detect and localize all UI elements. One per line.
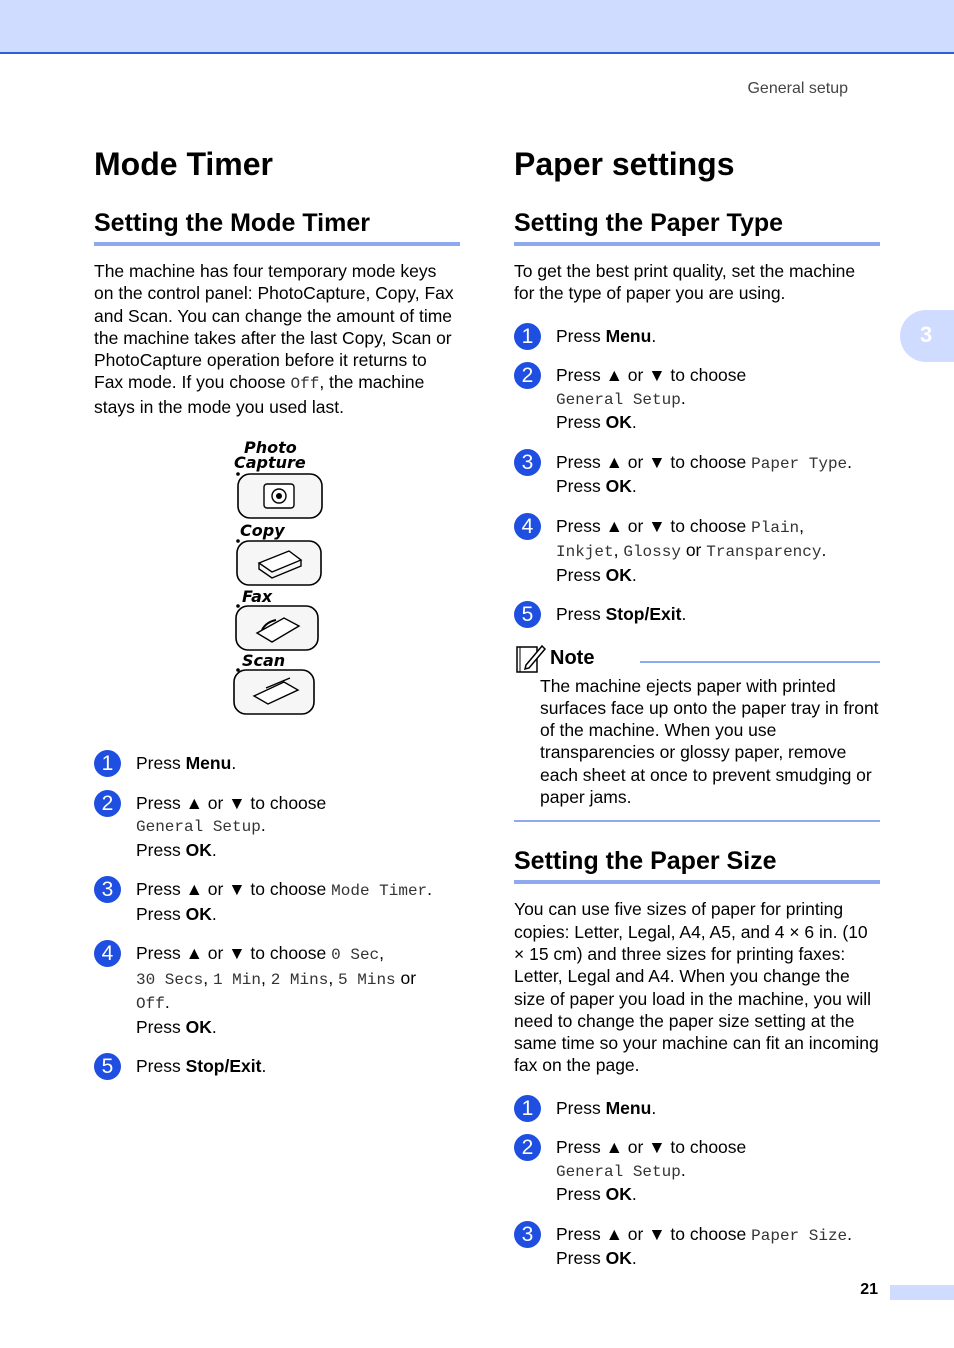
step-text: . <box>631 1248 637 1269</box>
key-name: Stop/Exit <box>605 604 682 625</box>
key-name: Menu <box>605 325 652 346</box>
key-name: OK <box>185 903 212 924</box>
step-text: . <box>651 1097 657 1118</box>
key-name: OK <box>185 839 212 860</box>
section-heading-paper-size: Setting the Paper Size <box>514 846 880 884</box>
lcd-option: 5 Mins <box>338 970 396 989</box>
step-text: . <box>260 815 266 836</box>
section-heading-paper-type: Setting the Paper Type <box>514 208 880 246</box>
lcd-option: 2 Mins <box>270 970 329 989</box>
lcd-option: 30 Secs <box>136 970 204 989</box>
scan-key[interactable] <box>234 670 314 714</box>
step-text: . <box>680 387 686 408</box>
step-item <box>514 364 880 434</box>
step-number-badge: 3 <box>514 449 541 476</box>
step-text: , <box>260 967 271 988</box>
left-column <box>94 140 460 1095</box>
page-title-mode-timer: Mode Timer <box>94 146 273 182</box>
step-text: Press <box>556 1184 606 1205</box>
key-name: OK <box>605 1248 632 1269</box>
mode-key-label-fax: Fax <box>242 587 273 607</box>
lcd-option: General Setup <box>556 390 681 409</box>
intro-text-a: The machine has four temporary mode keys on the control panel: PhotoCapture, Copy, Fax and Scan. You can change the amount of time the machine takes after the last Copy, Scan or PhotoCapture operation before it returns to Fax mode. If you choose <box>94 261 454 393</box>
step-text: , <box>799 515 805 536</box>
note-header <box>514 643 880 675</box>
intro-text-b: , the machine stays in the mode you used last. <box>94 372 425 417</box>
key-name: OK <box>605 412 632 433</box>
step-text: Press <box>556 564 606 585</box>
step-item <box>94 792 460 862</box>
lcd-option: General Setup <box>136 818 261 837</box>
step-text: . <box>231 753 237 774</box>
mode-keys-illustration <box>94 438 460 738</box>
step-number-badge: 1 <box>514 1095 541 1122</box>
step-text: Press ▲ or ▼ to choose <box>136 943 332 964</box>
step-text: , <box>379 943 385 964</box>
step-text: Press ▲ or ▼ to choose <box>136 879 332 900</box>
step-number-badge: 5 <box>514 601 541 628</box>
step-text: Press ▲ or ▼ to choose <box>136 792 327 813</box>
lcd-option: Off <box>136 995 165 1014</box>
step-text: Press <box>136 753 186 774</box>
step-text: . <box>211 839 217 860</box>
step-text: . <box>631 476 637 497</box>
step-item <box>514 1097 880 1120</box>
mode-timer-steps <box>94 752 460 1078</box>
note-divider <box>640 661 880 663</box>
page-number-bar <box>890 1285 954 1300</box>
copy-key[interactable] <box>237 541 321 585</box>
paper-size-intro: You can use five sizes of paper for printing copies: Letter, Legal, A4, A5, and 4 × 6 in. (10 × 15 cm) and three sizes for printing faxes: Letter, Legal and A4. When you change the size of paper you load in the machine, you will need to change the paper size setting at the same time so your machine can fit an incoming fax on the page. <box>514 899 879 1076</box>
paper-size-steps <box>514 1097 880 1270</box>
step-number-badge: 4 <box>94 940 121 967</box>
step-item <box>514 1136 880 1206</box>
step-text: Press <box>556 1097 606 1118</box>
step-text: , <box>203 967 213 988</box>
paper-type-steps <box>514 325 880 626</box>
step-item <box>514 515 880 587</box>
step-text: Press <box>136 839 186 860</box>
step-text: Press <box>136 1016 186 1037</box>
fax-key[interactable] <box>236 606 318 650</box>
step-text: . <box>681 604 687 625</box>
step-text: . <box>211 903 217 924</box>
key-name: OK <box>185 1016 212 1037</box>
lcd-option: 1 Min <box>212 970 261 989</box>
step-text: . <box>821 540 827 561</box>
header-band <box>0 0 954 54</box>
step-text: Press <box>556 604 606 625</box>
key-name: Stop/Exit <box>185 1056 262 1077</box>
running-head: General setup <box>747 80 848 97</box>
step-number-badge: 2 <box>514 1134 541 1161</box>
step-text: Press ▲ or ▼ to choose <box>556 1223 752 1244</box>
photocapture-key[interactable] <box>238 474 322 518</box>
step-number-badge: 3 <box>94 876 121 903</box>
step-text: Press <box>136 1056 186 1077</box>
step-text: or <box>680 540 707 561</box>
lcd-option: General Setup <box>556 1162 681 1181</box>
step-text: . <box>631 564 637 585</box>
mode-timer-intro <box>94 260 460 418</box>
step-text: . <box>164 992 170 1013</box>
lcd-option: Paper Size <box>751 1226 848 1245</box>
mode-key-label-copy: Copy <box>240 521 285 541</box>
step-item <box>94 1055 460 1078</box>
step-text: Press ▲ or ▼ to choose <box>556 515 752 536</box>
page-title-paper-settings: Paper settings <box>514 146 735 182</box>
step-text: . <box>261 1056 267 1077</box>
step-number-badge: 4 <box>514 513 541 540</box>
step-text: . <box>211 1016 217 1037</box>
right-column <box>514 140 880 1287</box>
step-item <box>514 451 880 498</box>
step-item <box>94 752 460 775</box>
step-text: or <box>395 967 417 988</box>
step-text: . <box>847 451 853 472</box>
step-item <box>514 1223 880 1270</box>
mode-key-label-scan: Scan <box>242 651 286 671</box>
note-box <box>514 643 880 823</box>
step-text: . <box>427 879 433 900</box>
lcd-option: Paper Type <box>751 454 848 473</box>
step-text: Press ▲ or ▼ to choose <box>556 365 747 386</box>
mode-keys-svg <box>94 438 460 738</box>
step-text: Press <box>556 325 606 346</box>
step-text: , <box>328 967 339 988</box>
step-text: , <box>613 540 624 561</box>
page-number: 21 <box>860 1281 878 1298</box>
intro-off-value: Off <box>290 375 320 394</box>
chapter-tab <box>900 310 954 362</box>
mode-key-label-photo: Photo <box>244 438 297 458</box>
step-text: . <box>631 412 637 433</box>
step-text: Press <box>136 903 186 924</box>
step-text: Press ▲ or ▼ to choose <box>556 1137 747 1158</box>
step-number-badge: 1 <box>94 750 121 777</box>
step-number-badge: 2 <box>94 790 121 817</box>
step-text: . <box>651 325 657 346</box>
step-item <box>514 603 880 626</box>
step-text: Press ▲ or ▼ to choose <box>556 451 752 472</box>
lcd-option: Plain <box>751 518 800 537</box>
step-number-badge: 5 <box>94 1053 121 1080</box>
step-text: Press <box>556 476 606 497</box>
lcd-option: 0 Sec <box>331 946 380 965</box>
note-title: Note <box>550 647 595 670</box>
key-name: OK <box>605 1184 632 1205</box>
mode-key-label-capture: Capture <box>234 453 306 473</box>
note-pencil-icon <box>514 643 546 675</box>
key-name: OK <box>605 476 632 497</box>
step-number-badge: 1 <box>514 323 541 350</box>
key-name: Menu <box>605 1097 652 1118</box>
step-item <box>94 878 460 925</box>
step-item <box>94 942 460 1038</box>
step-text: . <box>680 1159 686 1180</box>
step-item <box>514 325 880 348</box>
step-text: . <box>631 1184 637 1205</box>
key-name: Menu <box>185 753 232 774</box>
note-text: The machine ejects paper with printed surfaces face up onto the paper tray in front of the machine. When you use transparencies or glossy paper, remove each sheet at once to prevent smudging or paper jams. <box>514 675 880 823</box>
step-number-badge: 2 <box>514 362 541 389</box>
section-heading-mode-timer: Setting the Mode Timer <box>94 208 460 246</box>
lcd-option: Inkjet <box>556 543 614 562</box>
lcd-option: Mode Timer <box>331 882 428 901</box>
step-number-badge: 3 <box>514 1221 541 1248</box>
chapter-number: 3 <box>920 322 933 347</box>
step-text: Press <box>556 412 606 433</box>
key-name: OK <box>605 564 632 585</box>
lcd-option: Transparency <box>706 543 822 562</box>
step-text: Press <box>556 1248 606 1269</box>
paper-type-intro: To get the best print quality, set the machine for the type of paper you are using. <box>514 261 856 304</box>
step-text: . <box>847 1223 853 1244</box>
lcd-option: Glossy <box>623 543 681 562</box>
